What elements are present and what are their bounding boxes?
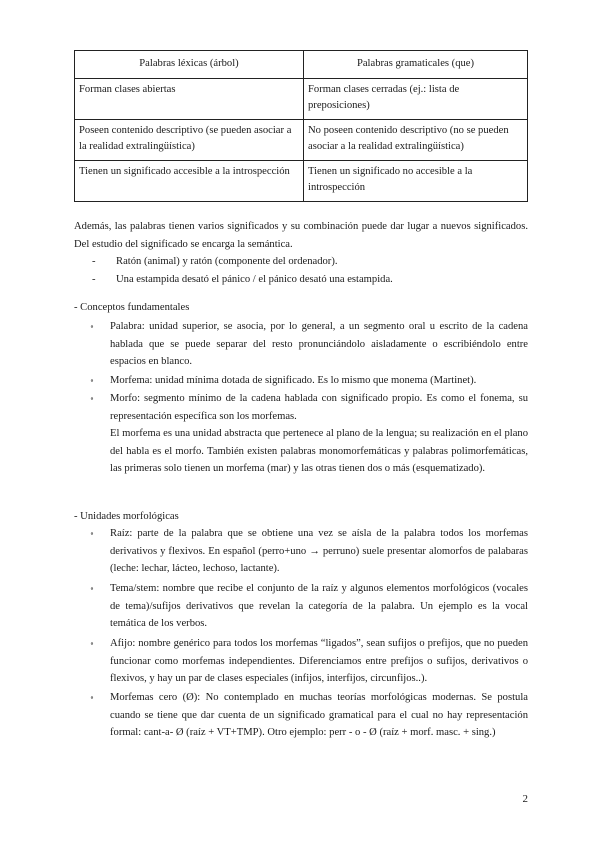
example-item (92, 253, 338, 271)
list-item-text: Afijo: nombre genérico para todos los morfemas “ligados”, sean sufijos o prefijos, que no pueden funcionar como morfemas independientes. Diferenciamos entre prefijos o sufijos, derivativos o flexivos, y hay un par de clases especiales (infijos, interfijos, circunfijos..). (110, 638, 528, 685)
section-heading: - Conceptos fundamentales (74, 302, 190, 313)
bullet-icon: ∘ (90, 639, 94, 648)
list-item (90, 525, 528, 578)
table-row (75, 161, 528, 202)
list-item (90, 390, 528, 478)
table-row (75, 120, 528, 161)
list-item-text: Palabra: unidad superior, se asocia, por lo general, a un segmento oral u escrito de la cadena hablada que se puede separar del resto pronunciándolo aisladamente o escribiéndolo entre espacios en blanco. (110, 321, 528, 368)
bullet-icon: ∘ (90, 376, 94, 385)
example-text: Una estampida desató el pánico / el pánico desató una estampida. (116, 274, 393, 285)
section-heading: - Unidades morfológicas (74, 511, 179, 522)
table-row (75, 79, 528, 120)
list-item-text: Raíz: parte de la palabra que se obtiene una vez se aísla de la palabra todos los morfemas derivativos y flexivos. En español (perro+uno → perruno) suele presentar alomorfos de palabaras (leche: lechar, lácteo, lechoso, lactante). (110, 528, 528, 575)
dash-marker: - (92, 256, 96, 267)
table-cell: Tienen un significado accesible a la introspección (75, 161, 304, 202)
table-cell: Forman clases abiertas (75, 79, 304, 120)
table-header-cell: Palabras léxicas (árbol) (75, 51, 304, 79)
bullet-icon: ∘ (90, 584, 94, 593)
list-item (90, 689, 528, 742)
table-header-row (75, 51, 528, 79)
list-item-extra-paragraph: El morfema es una unidad abstracta que pertenece al plano de la lengua; su realización en el plano del habla es el morfo. También existen palabras monomorfemáticas y palabras polimorfemáticas, las primeras solo tienen un morfema (mar) y las otras tienen dos o más (esquematizado). (110, 428, 528, 475)
bullet-icon: ∘ (90, 693, 94, 702)
bullet-icon: ∘ (90, 322, 94, 331)
page-number: 2 (522, 793, 528, 805)
example-text: Ratón (animal) y ratón (componente del ordenador). (116, 256, 338, 267)
table-cell: No poseen contenido descriptivo (no se pueden asociar a la realidad extralingüística) (304, 120, 528, 161)
list-item-text: Tema/stem: nombre que recibe el conjunto de la raíz y algunos elementos morfológicos (vocales de tema)/sufijos derivativos que revelan la categoría de la palabra. Un ejemplo es la vocal temática de los verbos. (110, 583, 528, 630)
list-item (90, 372, 528, 390)
comparison-table (74, 50, 528, 202)
list-item-text: Morfo: segmento mínimo de la cadena hablada con significado propio. Es como el fonema, su representación específica son los morfemas. (110, 393, 528, 422)
dash-marker: - (92, 274, 96, 285)
list-item (90, 580, 528, 633)
list-item (90, 318, 528, 371)
bullet-icon: ∘ (90, 394, 94, 403)
bullet-icon: ∘ (90, 529, 94, 538)
table-cell: Tienen un significado no accesible a la introspección (304, 161, 528, 202)
table-cell: Forman clases cerradas (ej.: lista de preposiciones) (304, 79, 528, 120)
example-item (92, 271, 393, 289)
list-item-text: Morfemas cero (Ø): No contemplado en muchas teorías morfológicas modernas. Se postula cuando se tiene que dar cuenta de un significado gramatical para el cual no hay representación formal: cant-a- Ø (raíz + VT+TMP). Otro ejemplo: perr - o - Ø (raíz + morf. masc. + sing.) (110, 692, 528, 739)
table-cell: Poseen contenido descriptivo (se pueden asociar a la realidad extralingüística) (75, 120, 304, 161)
list-item-text: Morfema: unidad mínima dotada de significado. Es lo mismo que monema (Martinet). (110, 375, 477, 386)
intro-paragraph: Además, las palabras tienen varios significados y su combinación puede dar lugar a nuevos significados. Del estudio del significado se encarga la semántica. (74, 221, 528, 250)
list-item (90, 635, 528, 688)
table-header-cell: Palabras gramaticales (que) (304, 51, 528, 79)
